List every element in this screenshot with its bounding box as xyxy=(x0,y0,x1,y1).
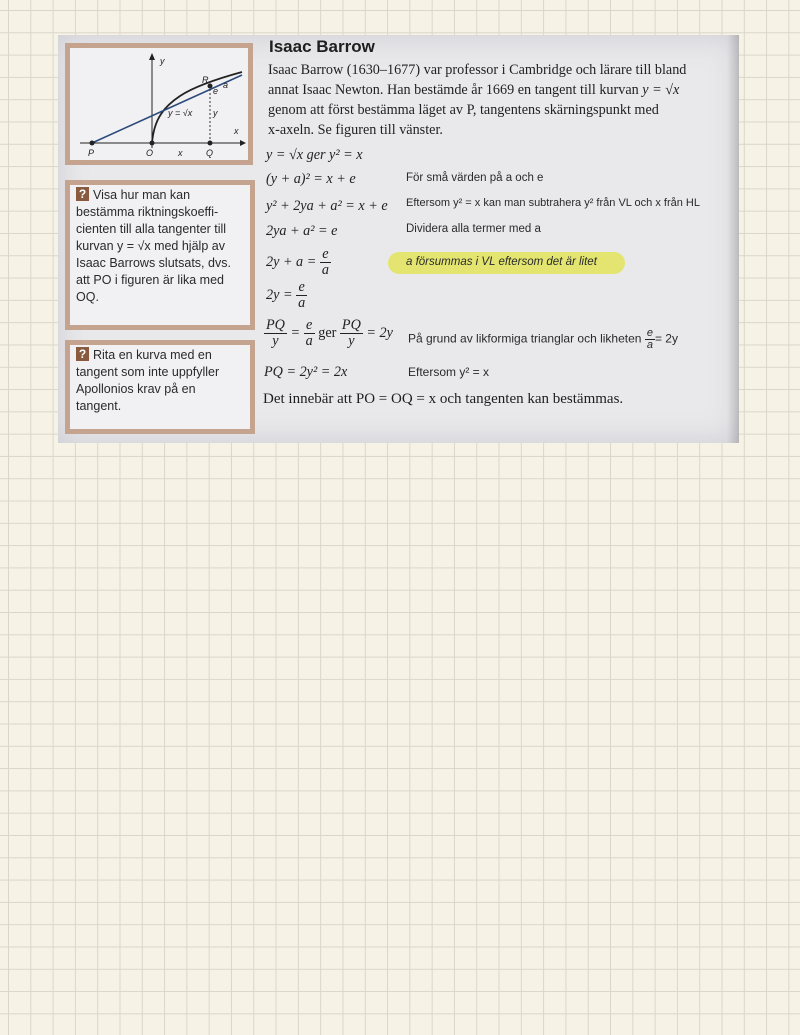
x-axis-label: x xyxy=(234,126,239,136)
section-title: Isaac Barrow xyxy=(269,37,375,56)
note-5: a försummas i VL eftersom det är litet xyxy=(406,256,597,268)
equation-6: 2y = $\frac{e}{a}$ xyxy=(266,279,306,311)
e-label: e xyxy=(213,86,219,96)
question-box-2 xyxy=(65,340,255,434)
equation-7: $\frac{PQ}{y}$ = $\frac{e}{a}$ ger $\frac{PQ}{y}$ = 2y xyxy=(266,317,393,349)
note-4: Dividera alla termer med a xyxy=(406,223,541,235)
point-q-label: Q xyxy=(206,148,214,158)
textbook-photo xyxy=(58,35,739,443)
curve-label: y = √x xyxy=(168,108,193,118)
equation-1: y = √x ger y² = x xyxy=(266,147,363,163)
height-y-label: y xyxy=(213,108,218,118)
barrow-figure xyxy=(65,43,253,165)
note-2: För små värden på a och e xyxy=(406,172,544,184)
equation-2: (y + a)² = x + e xyxy=(266,171,356,187)
conclusion-text: Det innebär att PO = OQ = x och tangenten kan bestämmas. xyxy=(263,391,624,407)
segment-x-label: x xyxy=(178,148,183,158)
question-2-text: Rita en kurva med en tangent som inte uppfyller Apollonios krav på en tangent. xyxy=(76,348,220,413)
point-p-label: P xyxy=(88,148,95,158)
y-axis-label: y xyxy=(160,56,165,66)
question-1-text: Visa hur man kan bestämma riktningskoeffi-cienten till alla tangenter till kurvan y = √x med hjälp av Isaac Barrows slutsats, dvs. att PO i figuren är lika med OQ. xyxy=(76,188,231,304)
question-mark-icon: ? xyxy=(76,347,89,361)
intro-paragraph: Isaac Barrow (1630–1677) var professor i Cambridge och lärare till bland annat Isaac Newton. Han bestämde år 1669 en tangent till kurvan y = √x genom att först bestämma läget av P, tangentens skärningspunkt med x-axeln. Se figuren till vänster. xyxy=(268,62,687,138)
a-label: a xyxy=(223,80,229,90)
equation-8: PQ = 2y² = 2x xyxy=(264,364,348,380)
question-mark-icon: ? xyxy=(76,187,89,201)
note-3: Eftersom y² = x kan man subtrahera y² från VL och x från HL xyxy=(406,197,700,209)
point-r-label: R xyxy=(202,75,209,85)
equation-3: y² + 2ya + a² = x + e xyxy=(266,198,388,214)
note-8: Eftersom y² = x xyxy=(408,365,490,379)
equation-5: 2y + a = $\frac{e}{a}$ xyxy=(266,246,329,278)
equation-4: 2ya + a² = e xyxy=(266,223,338,239)
tangent-graph xyxy=(70,48,248,160)
photo-edge-shadow xyxy=(727,35,739,443)
point-o-label: O xyxy=(146,148,154,158)
question-box-1 xyxy=(65,180,255,330)
note-7: På grund av likformiga trianglar och likheten $\frac{e}{a}$ = 2y xyxy=(408,327,678,351)
